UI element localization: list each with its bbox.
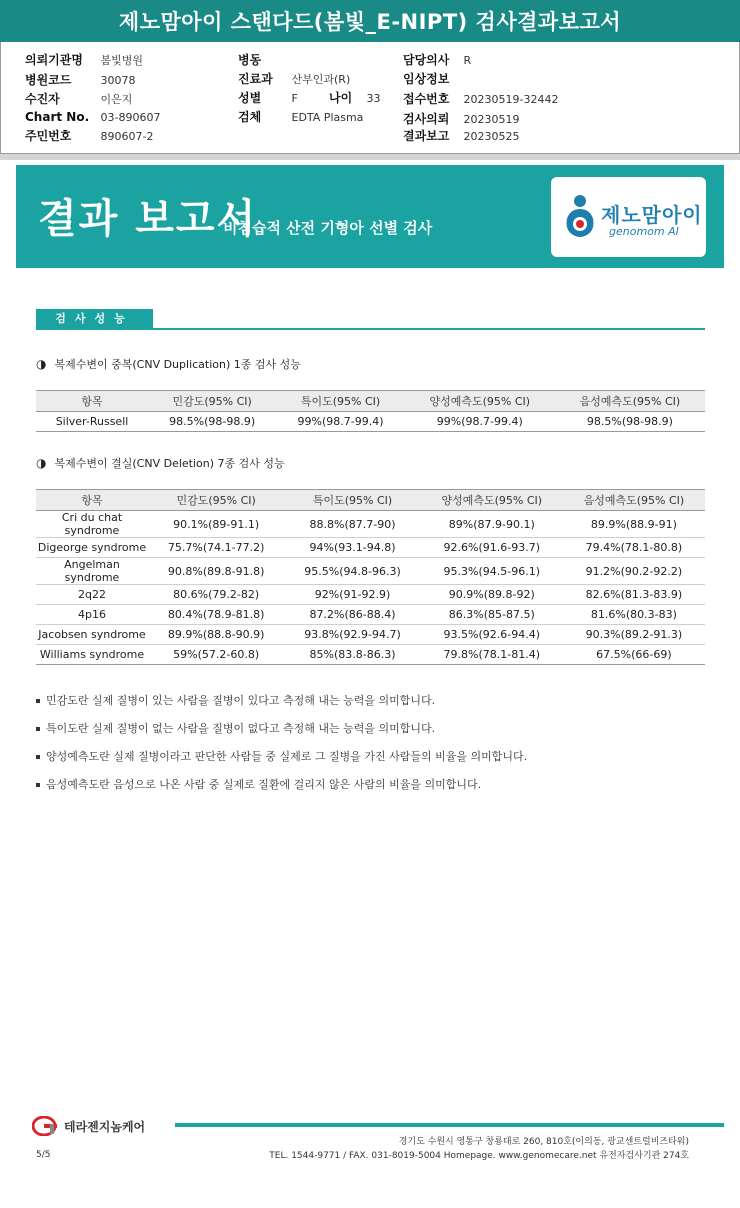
column-header: 양성예측도(95% CI) (421, 490, 563, 511)
chart-no-label: Chart No. (25, 110, 90, 124)
note-item (36, 721, 527, 749)
rrn-value: 890607-2 (100, 130, 154, 143)
table-cell: 90.3%(89.2-91.3) (563, 625, 705, 645)
square-bullet-icon (36, 727, 40, 731)
table-header-row (36, 391, 705, 412)
table-cell: 85%(83.8-86.3) (284, 645, 420, 665)
column-header: 음성예측도(95% CI) (563, 490, 705, 511)
doctor-field (403, 51, 471, 68)
table-cell: 95.5%(94.8-96.3) (284, 558, 420, 585)
doctor-value: R (463, 54, 472, 67)
banner-title: 결과 보고서 (38, 196, 258, 242)
table-row (36, 538, 705, 558)
table2-heading-text: 복제수변이 결실(CNV Deletion) 7종 검사 성능 (54, 457, 285, 470)
table1-heading-text: 복제수변이 중복(CNV Duplication) 1종 검사 성능 (54, 358, 301, 371)
table-cell: Digeorge syndrome (36, 538, 148, 558)
table-row (36, 558, 705, 585)
note-text: 음성예측도란 음성으로 나온 사람 중 실제로 질환에 걸리지 않은 사람의 비율을 의미합니다. (46, 778, 482, 791)
table-cell: 90.8%(89.8-91.8) (148, 558, 284, 585)
table-cell: Silver-Russell (36, 412, 148, 432)
table-row (36, 511, 705, 538)
specimen-value: EDTA Plasma (291, 111, 364, 124)
table-cell: 89.9%(88.9-91) (563, 511, 705, 538)
table-cell: 99%(98.7-99.4) (276, 412, 404, 432)
sex-value: F (291, 92, 298, 105)
company-name: 테라젠지놈케어 (64, 1120, 146, 1134)
table2-heading (36, 455, 285, 471)
age-value: 33 (366, 92, 381, 105)
table-cell: 80.4%(78.9-81.8) (148, 605, 284, 625)
table-cell: 93.5%(92.6-94.4) (421, 625, 563, 645)
clinical-info-field (403, 70, 460, 87)
table-cell: 79.4%(78.1-80.8) (563, 538, 705, 558)
square-bullet-icon (36, 783, 40, 787)
hospital-code-field (25, 71, 136, 88)
ward-label: 병동 (238, 53, 262, 67)
rrn-field (25, 127, 153, 144)
table-cell: 98.5%(98-98.9) (148, 412, 276, 432)
table-cell: 94%(93.1-94.8) (284, 538, 420, 558)
company-g-icon (32, 1116, 60, 1136)
receipt-no-value: 20230519-32442 (463, 93, 559, 106)
table-cell: Williams syndrome (36, 645, 148, 665)
definitions-notes (36, 693, 527, 805)
table-cell: 99%(98.7-99.4) (405, 412, 555, 432)
section-title: 검사성능 (36, 309, 153, 329)
table-cell: 89.9%(88.8-90.9) (148, 625, 284, 645)
specimen-field (238, 108, 363, 125)
square-bullet-icon (36, 699, 40, 703)
note-text: 민감도란 실제 질병이 있는 사람을 질병이 있다고 측정해 내는 능력을 의미합니다. (46, 694, 436, 707)
table-cell: 88.8%(87.7-90) (284, 511, 420, 538)
table-cell: 59%(57.2-60.8) (148, 645, 284, 665)
request-date-field (403, 110, 520, 127)
table-cell: Cri du chat syndrome (36, 511, 148, 538)
half-circle-icon: ◑ (36, 456, 47, 470)
panel-shadow (0, 154, 740, 160)
table-cell: 92.6%(91.6-93.7) (421, 538, 563, 558)
table-cell: 67.5%(66-69) (563, 645, 705, 665)
note-item (36, 777, 527, 805)
sex-label: 성별 (238, 91, 262, 105)
note-item (36, 749, 527, 777)
banner-subtitle: 비침습적 산전 기형아 선별 검사 (223, 219, 433, 237)
note-item (36, 693, 527, 721)
department-field (238, 70, 350, 87)
report-date-label: 결과보고 (403, 129, 450, 143)
cnv-deletion-table (36, 489, 705, 665)
table-cell: 79.8%(78.1-81.4) (421, 645, 563, 665)
request-date-value: 20230519 (463, 113, 520, 126)
sex-field (238, 89, 298, 106)
rrn-label: 주민번호 (25, 129, 72, 143)
logo-korean-text: 제노맘아이 (601, 203, 703, 227)
table-cell: 81.6%(80.3-83) (563, 605, 705, 625)
table-cell: 4p16 (36, 605, 148, 625)
institution-label: 의뢰기관명 (25, 53, 83, 67)
table-cell: Angelman syndrome (36, 558, 148, 585)
department-label: 진료과 (238, 72, 273, 86)
table-cell: 87.2%(86-88.4) (284, 605, 420, 625)
column-header: 민감도(95% CI) (148, 490, 284, 511)
column-header: 민감도(95% CI) (148, 391, 276, 412)
result-banner (16, 165, 724, 268)
table-cell: 82.6%(81.3-83.9) (563, 585, 705, 605)
square-bullet-icon (36, 755, 40, 759)
institution-field (25, 51, 143, 68)
column-header: 특이도(95% CI) (284, 490, 420, 511)
table-cell: 95.3%(94.5-96.1) (421, 558, 563, 585)
half-circle-icon: ◑ (36, 357, 47, 371)
clinical-info-label: 임상정보 (403, 72, 450, 86)
chart-no-value: 03-890607 (100, 111, 161, 124)
receipt-no-label: 접수번호 (403, 92, 450, 106)
logo-english-text: genomom AI (609, 225, 679, 238)
table-cell: 89%(87.9-90.1) (421, 511, 563, 538)
report-date-field (403, 127, 520, 144)
table-cell: 90.1%(89-91.1) (148, 511, 284, 538)
receipt-no-field (403, 90, 558, 107)
examinee-label: 수진자 (25, 92, 60, 106)
doctor-label: 담당의사 (403, 53, 450, 67)
genomom-mother-icon (563, 193, 597, 239)
table1-heading (36, 356, 301, 372)
report-title: 제노맘아이 스탠다드(봄빛_E-NIPT) 검사결과보고서 (0, 0, 740, 42)
hospital-code-value: 30078 (100, 74, 136, 87)
table-cell: 98.5%(98-98.9) (555, 412, 705, 432)
department-value: 산부인과(R) (291, 73, 351, 86)
examinee-value: 이은지 (100, 93, 133, 106)
table-cell: 80.6%(79.2-82) (148, 585, 284, 605)
request-date-label: 검사의뢰 (403, 112, 450, 126)
chart-no-field (25, 110, 160, 124)
cnv-duplication-table (36, 390, 705, 432)
company-contact: TEL. 1544-9771 / FAX. 031-8019-5004 Homepage. www.genomecare.net 유전자검사기관 274호 (269, 1151, 689, 1161)
table-row (36, 605, 705, 625)
column-header: 항목 (36, 490, 148, 511)
table-row (36, 625, 705, 645)
specimen-label: 검체 (238, 110, 262, 124)
column-header: 특이도(95% CI) (276, 391, 404, 412)
note-text: 특이도란 실제 질병이 없는 사람을 질병이 없다고 측정해 내는 능력을 의미합니다. (46, 722, 436, 735)
table-cell: 75.7%(74.1-77.2) (148, 538, 284, 558)
table-cell: 86.3%(85-87.5) (421, 605, 563, 625)
institution-value: 봄빛병원 (100, 54, 144, 67)
patient-info-panel (0, 42, 740, 154)
table-cell: 2q22 (36, 585, 148, 605)
page-number: 5/5 (36, 1150, 51, 1160)
table-row (36, 585, 705, 605)
table-row (36, 412, 705, 432)
company-address: 경기도 수원시 영통구 창룡대로 260, 810호(이의동, 광교센트럴비즈타워) (398, 1137, 689, 1147)
table-cell: 90.9%(89.8-92) (421, 585, 563, 605)
footer-divider (175, 1123, 724, 1127)
ward-field (238, 51, 288, 68)
note-text: 양성예측도란 실제 질병이라고 판단한 사람들 중 실제로 그 질병을 가진 사람들의 비율을 의미합니다. (46, 750, 528, 763)
age-field (329, 89, 381, 106)
column-header: 항목 (36, 391, 148, 412)
table-cell: 92%(91-92.9) (284, 585, 420, 605)
report-date-value: 20230525 (463, 130, 520, 143)
hospital-code-label: 병원코드 (25, 73, 72, 87)
column-header: 음성예측도(95% CI) (555, 391, 705, 412)
table-header-row (36, 490, 705, 511)
section-divider (36, 328, 705, 330)
column-header: 양성예측도(95% CI) (405, 391, 555, 412)
table-cell: Jacobsen syndrome (36, 625, 148, 645)
age-label: 나이 (329, 91, 353, 105)
table-cell: 93.8%(92.9-94.7) (284, 625, 420, 645)
table-cell: 91.2%(90.2-92.2) (563, 558, 705, 585)
examinee-field (25, 90, 132, 107)
table-row (36, 645, 705, 665)
genomom-logo (551, 177, 706, 257)
